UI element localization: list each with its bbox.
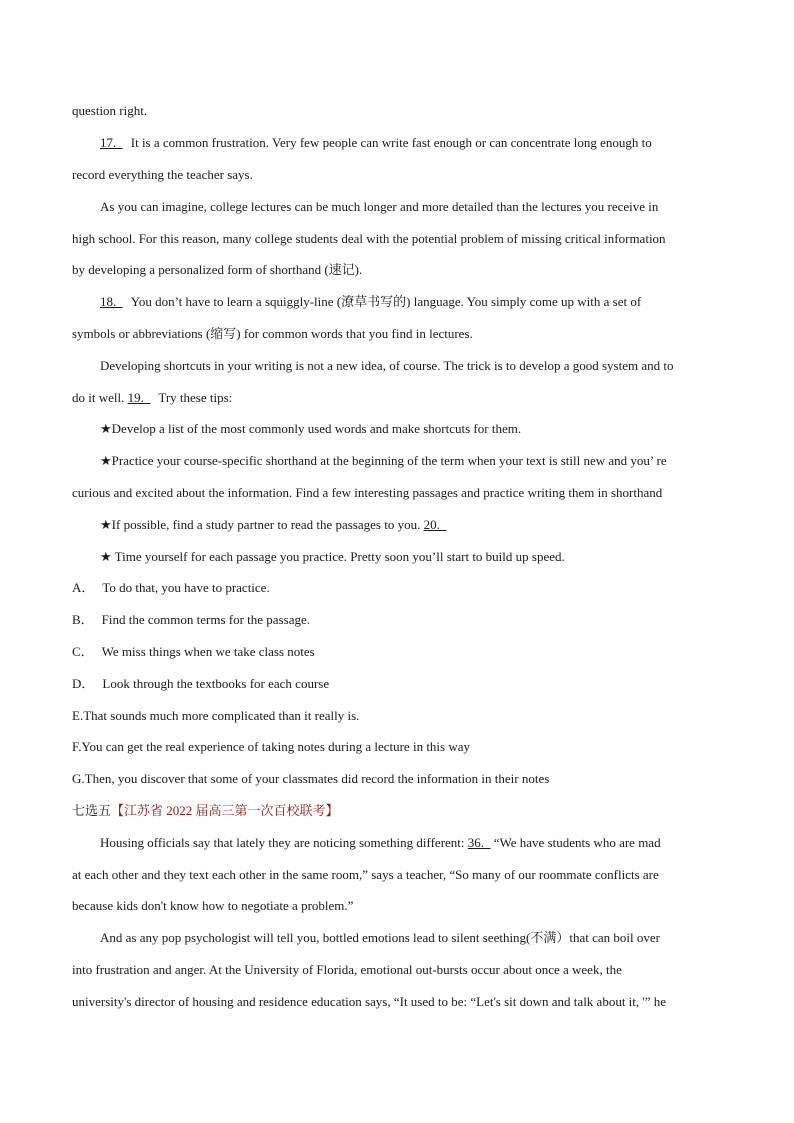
line-text: Housing officials say that lately they are noticing something different: xyxy=(100,835,465,850)
line-text: ★Develop a list of the most commonly used words and make shortcuts for them. xyxy=(100,421,522,436)
tip-line xyxy=(100,421,521,437)
tip-line xyxy=(100,453,667,469)
passage-line xyxy=(72,994,666,1010)
passage-line xyxy=(100,135,652,151)
line-text: ★ Time yourself for each passage you practice. Pretty soon you’ll start to build up speed. xyxy=(100,549,565,564)
option-b xyxy=(72,612,310,628)
passage-line xyxy=(72,167,253,183)
passage-line xyxy=(100,358,673,374)
line-text: Developing shortcuts in your writing is not a new idea, of course. The trick is to develop a good system and to xyxy=(100,358,674,373)
line-text: It is a common frustration. Very few people can write fast enough or can concentrate long enough to xyxy=(130,135,652,150)
line-text: high school. For this reason, many college students deal with the potential problem of missing critical information xyxy=(72,231,666,246)
line-text: And as any pop psychologist will tell you, bottled emotions lead to silent seething(不满）that can boil over xyxy=(100,930,660,945)
line-text: “We have students who are mad xyxy=(493,835,661,850)
line-text: university's director of housing and residence education says, “It used to be: “Let's sit down and talk about it, '” he xyxy=(72,994,667,1009)
option-c xyxy=(72,644,315,660)
line-text: ★Practice your course-specific shorthand at the beginning of the term when your text is still new and you’ re xyxy=(100,453,667,468)
option-label: E. xyxy=(72,708,84,723)
answer-blank-20[interactable]: 20. xyxy=(423,517,447,532)
option-label: G. xyxy=(72,771,85,786)
passage-line xyxy=(72,867,659,883)
line-text: ★If possible, find a study partner to read the passages to you. xyxy=(100,517,421,532)
passage-line xyxy=(72,962,622,978)
option-text: We miss things when we take class notes xyxy=(101,644,315,659)
option-g xyxy=(72,771,549,787)
option-label: B． xyxy=(72,612,94,627)
line-text: by developing a personalized form of shorthand (速记). xyxy=(72,262,363,277)
answer-blank-36[interactable]: 36. xyxy=(467,835,491,850)
option-text: Look through the textbooks for each course xyxy=(102,676,330,691)
line-text: curious and excited about the information. Find a few interesting passages and practice writing them in shorthand xyxy=(72,485,663,500)
passage-line xyxy=(72,262,362,278)
section-heading xyxy=(72,803,339,819)
option-text: Find the common terms for the passage. xyxy=(101,612,310,627)
line-text: Try these tips: xyxy=(158,390,233,405)
option-label: C． xyxy=(72,644,94,659)
line-text: at each other and they text each other in the same room,” says a teacher, “So many of our roommate conflicts are xyxy=(72,867,659,882)
passage-line xyxy=(100,835,661,851)
option-label: F. xyxy=(72,739,82,754)
option-f xyxy=(72,739,470,755)
passage-line xyxy=(100,294,641,310)
option-e xyxy=(72,708,359,724)
option-text: To do that, you have to practice. xyxy=(102,580,270,595)
line-text: record everything the teacher says. xyxy=(72,167,253,182)
passage-line xyxy=(100,199,658,215)
passage-line xyxy=(72,390,232,406)
line-text: question right. xyxy=(72,103,148,118)
passage-line xyxy=(100,930,660,946)
line-text: You don’t have to learn a squiggly-line (潦草书写的) language. You simply come up with a set of xyxy=(130,294,642,309)
passage-line xyxy=(72,103,147,119)
tip-line xyxy=(100,549,565,565)
option-text: That sounds much more complicated than it really is. xyxy=(83,708,360,723)
section-title: 七选五 xyxy=(72,803,112,818)
passage-line xyxy=(72,898,353,914)
passage-line xyxy=(72,231,666,247)
option-d xyxy=(72,676,329,692)
line-text: symbols or abbreviations (缩写) for common words that you find in lectures. xyxy=(72,326,473,341)
answer-blank-19[interactable]: 19. xyxy=(127,390,151,405)
option-label: A． xyxy=(72,580,95,595)
option-text: You can get the real experience of taking notes during a lecture in this way xyxy=(81,739,471,754)
line-text: do it well. xyxy=(72,390,125,405)
option-a xyxy=(72,580,270,596)
answer-blank-18[interactable]: 18. xyxy=(100,294,123,309)
tip-line xyxy=(100,517,446,533)
passage-line xyxy=(72,326,473,342)
line-text: As you can imagine, college lectures can be much longer and more detailed than the lectures you receive in xyxy=(100,199,659,214)
line-text: because kids don't know how to negotiate a problem.” xyxy=(72,898,354,913)
passage-line xyxy=(72,485,662,501)
line-text: into frustration and anger. At the University of Florida, emotional out-bursts occur about once a week, the xyxy=(72,962,622,977)
option-label: D． xyxy=(72,676,95,691)
answer-blank-17[interactable]: 17. xyxy=(100,135,123,150)
option-text: Then, you discover that some of your classmates did record the information in their notes xyxy=(84,771,550,786)
section-source: 【江苏省 2022 届高三第一次百校联考】 xyxy=(111,803,339,818)
